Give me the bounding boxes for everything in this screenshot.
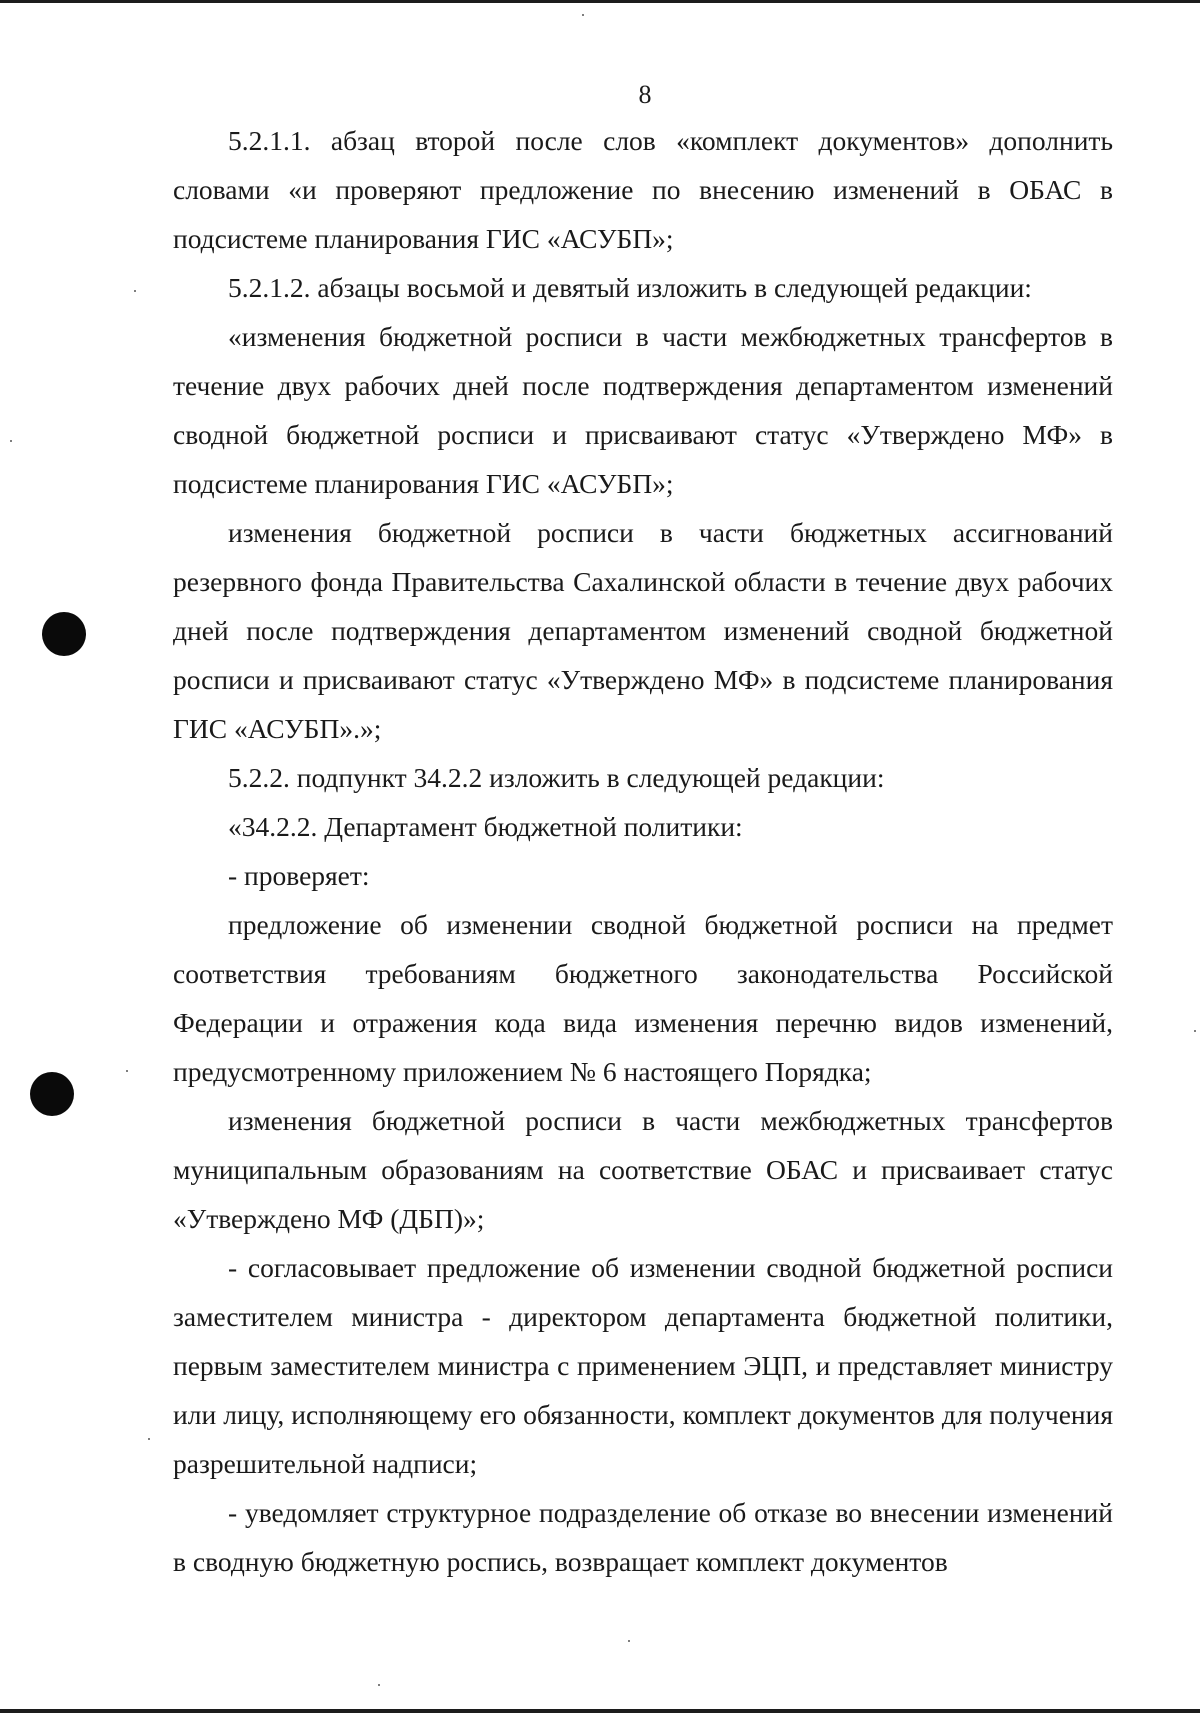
paragraph: 5.2.2. подпункт 34.2.2 изложить в следующей редакции: [228, 762, 885, 793]
scan-speck [628, 1640, 630, 1642]
paragraph: изменения бюджетной росписи в части бюджетных ассигнований резервного фонда Правительства Сахалинской области в течение двух рабочих дней после подтверждения департаментом изменений сводной бюджетной росписи и присваивают статус «Утверждено МФ» в подсистеме планирования ГИС «АСУБП».»; [173, 517, 1113, 744]
paragraph: - уведомляет структурное подразделение об отказе во внесении изменений в сводную бюджетную роспись, возвращает комплект документов [173, 1497, 1113, 1577]
document-body [173, 116, 1113, 1586]
paragraph: предложение об изменении сводной бюджетной росписи на предмет соответствия требованиям бюджетного законодательства Российской Федерации и отражения кода вида изменения перечню видов изменений, предусмотренному приложением № 6 настоящего Порядка; [173, 909, 1113, 1087]
punch-hole-mark [42, 612, 86, 656]
page-number: 8 [638, 80, 652, 109]
scan-speck [126, 1070, 128, 1072]
paragraph: - проверяет: [228, 860, 370, 891]
scan-speck [582, 14, 584, 16]
paragraph: - согласовывает предложение об изменении сводной бюджетной росписи заместителем министра - директором департамента бюджетной политики, первым заместителем министра с применением ЭЦП, и представляет министру или лицу, исполняющему его обязанности, комплект документов для получения разрешительной надписи; [173, 1252, 1113, 1479]
scan-speck [378, 1684, 380, 1686]
paragraph: «34.2.2. Департамент бюджетной политики: [228, 811, 743, 842]
scan-edge-top [0, 0, 1200, 3]
paragraph: 5.2.1.2. абзацы восьмой и девятый изложить в следующей редакции: [228, 272, 1032, 303]
scan-speck [1194, 1030, 1196, 1032]
paragraph: «изменения бюджетной росписи в части межбюджетных трансфертов в течение двух рабочих дней после подтверждения департаментом изменений сводной бюджетной росписи и присваивают статус «Утверждено МФ» в подсистеме планирования ГИС «АСУБП»; [173, 321, 1113, 499]
scan-speck [134, 290, 136, 292]
scan-edge-bottom [0, 1709, 1200, 1713]
paragraph: 5.2.1.1. абзац второй после слов «комплект документов» дополнить словами «и проверяют предложение по внесению изменений в ОБАС в подсистеме планирования ГИС «АСУБП»; [173, 125, 1113, 254]
scan-speck [148, 1438, 150, 1440]
paragraph: изменения бюджетной росписи в части межбюджетных трансфертов муниципальным образованиям на соответствие ОБАС и присваивает статус «Утверждено МФ (ДБП)»; [173, 1105, 1113, 1234]
punch-hole-mark [30, 1072, 74, 1116]
scan-speck [10, 440, 12, 442]
